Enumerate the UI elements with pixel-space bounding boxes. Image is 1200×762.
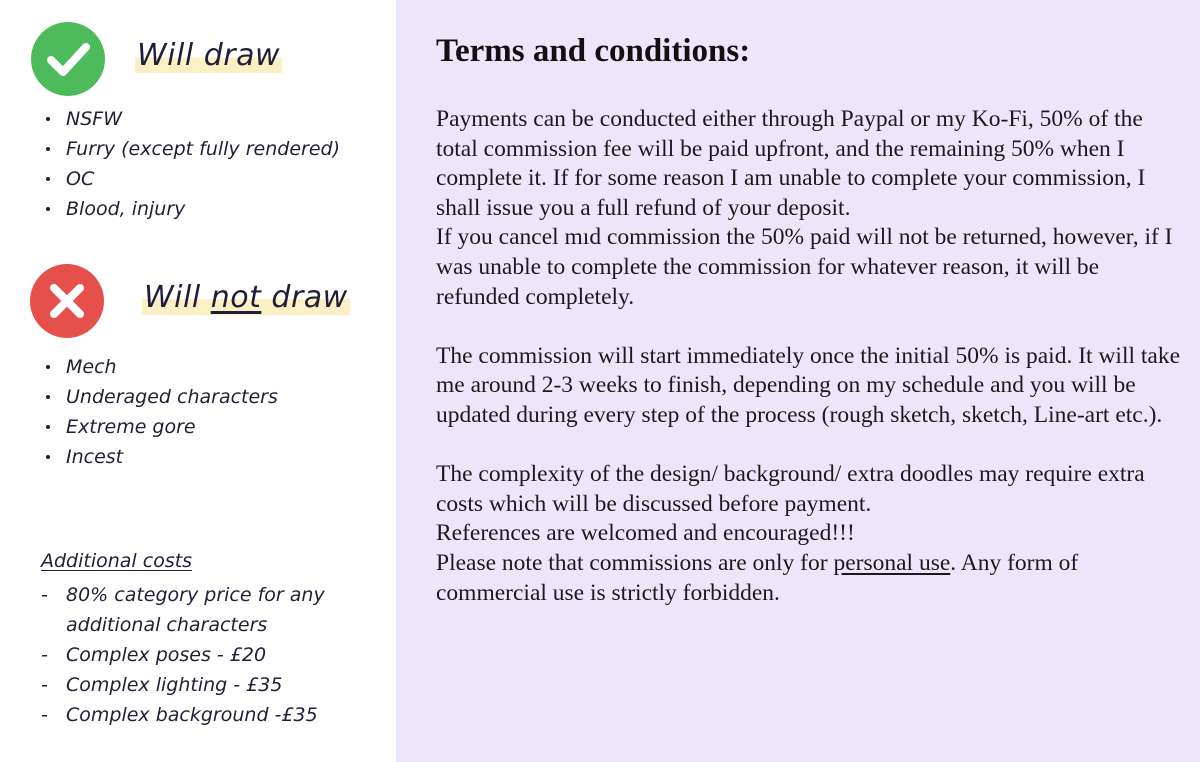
list-item: Furry (except fully rendered): [42, 134, 340, 164]
list-item: - Complex lighting - £35: [41, 670, 381, 700]
list-item: Blood, injury: [42, 194, 340, 224]
will-not-title-after: draw: [261, 280, 348, 315]
terms-paragraph-timeline: The commission will start immediately once the initial 50% is paid. It will take me around 2-3 weeks to finish, depending on my schedule and you will be updated during every step of the process (rough sketch, sketch, Line-art etc.).: [436, 342, 1181, 428]
terms-paragraph-complexity: The complexity of the design/ background/ extra doodles may require extra costs which will be discussed before payment.: [436, 461, 1145, 517]
x-circle-icon: [30, 264, 104, 338]
will-not-title-before: Will: [144, 280, 211, 315]
terms-paragraph-payment: Payments can be conducted either through Paypal or my Ko-Fi, 50% of the total commission fee will be paid upfront, and the remaining 50% when I complete it. If for some reason I am unable to complete your commission, I shall issue you a full refund of your deposit.: [436, 106, 1146, 221]
list-item: NSFW: [42, 104, 340, 134]
personal-use-text: personal use: [833, 549, 951, 576]
terms-panel: [396, 0, 1200, 762]
list-item: Extreme gore: [42, 412, 278, 442]
usage-text-before: Please note that commissions are only for: [436, 549, 834, 576]
check-circle-icon: [31, 22, 105, 96]
usage-text-after: . Any form of commercial use is strictly forbidden.: [436, 549, 1079, 606]
terms-title: Terms and conditions:: [436, 33, 751, 69]
list-item: - Complex poses - £20: [41, 640, 381, 670]
list-item: Incest: [42, 442, 278, 472]
will-not-draw-title: [142, 280, 350, 315]
will-not-title-emphasis: not: [210, 280, 262, 315]
additional-costs-list: [41, 580, 381, 730]
will-draw-list: [42, 104, 340, 224]
list-item: OC: [42, 164, 340, 194]
list-item: Mech: [42, 352, 278, 382]
rules-column: [0, 0, 396, 762]
will-draw-title-text: Will draw: [137, 38, 281, 73]
terms-paragraph-cancel: If you cancel mıd commission the 50% paid will not be returned, however, if I was unable to complete the commission for whatever reason, it will be refunded completely.: [436, 224, 1173, 310]
terms-paragraph-references: References are welcomed and encouraged!!!: [436, 520, 855, 547]
list-item: - Complex background -£35: [41, 700, 381, 730]
terms-paragraph-usage: [436, 549, 1181, 608]
will-draw-title: [135, 38, 282, 73]
will-not-draw-list: [42, 352, 278, 472]
terms-body: [436, 105, 1181, 608]
additional-costs-title: Additional costs: [41, 550, 193, 572]
list-item: Underaged characters: [42, 382, 278, 412]
list-item: - 80% category price for any additional characters: [41, 580, 381, 640]
